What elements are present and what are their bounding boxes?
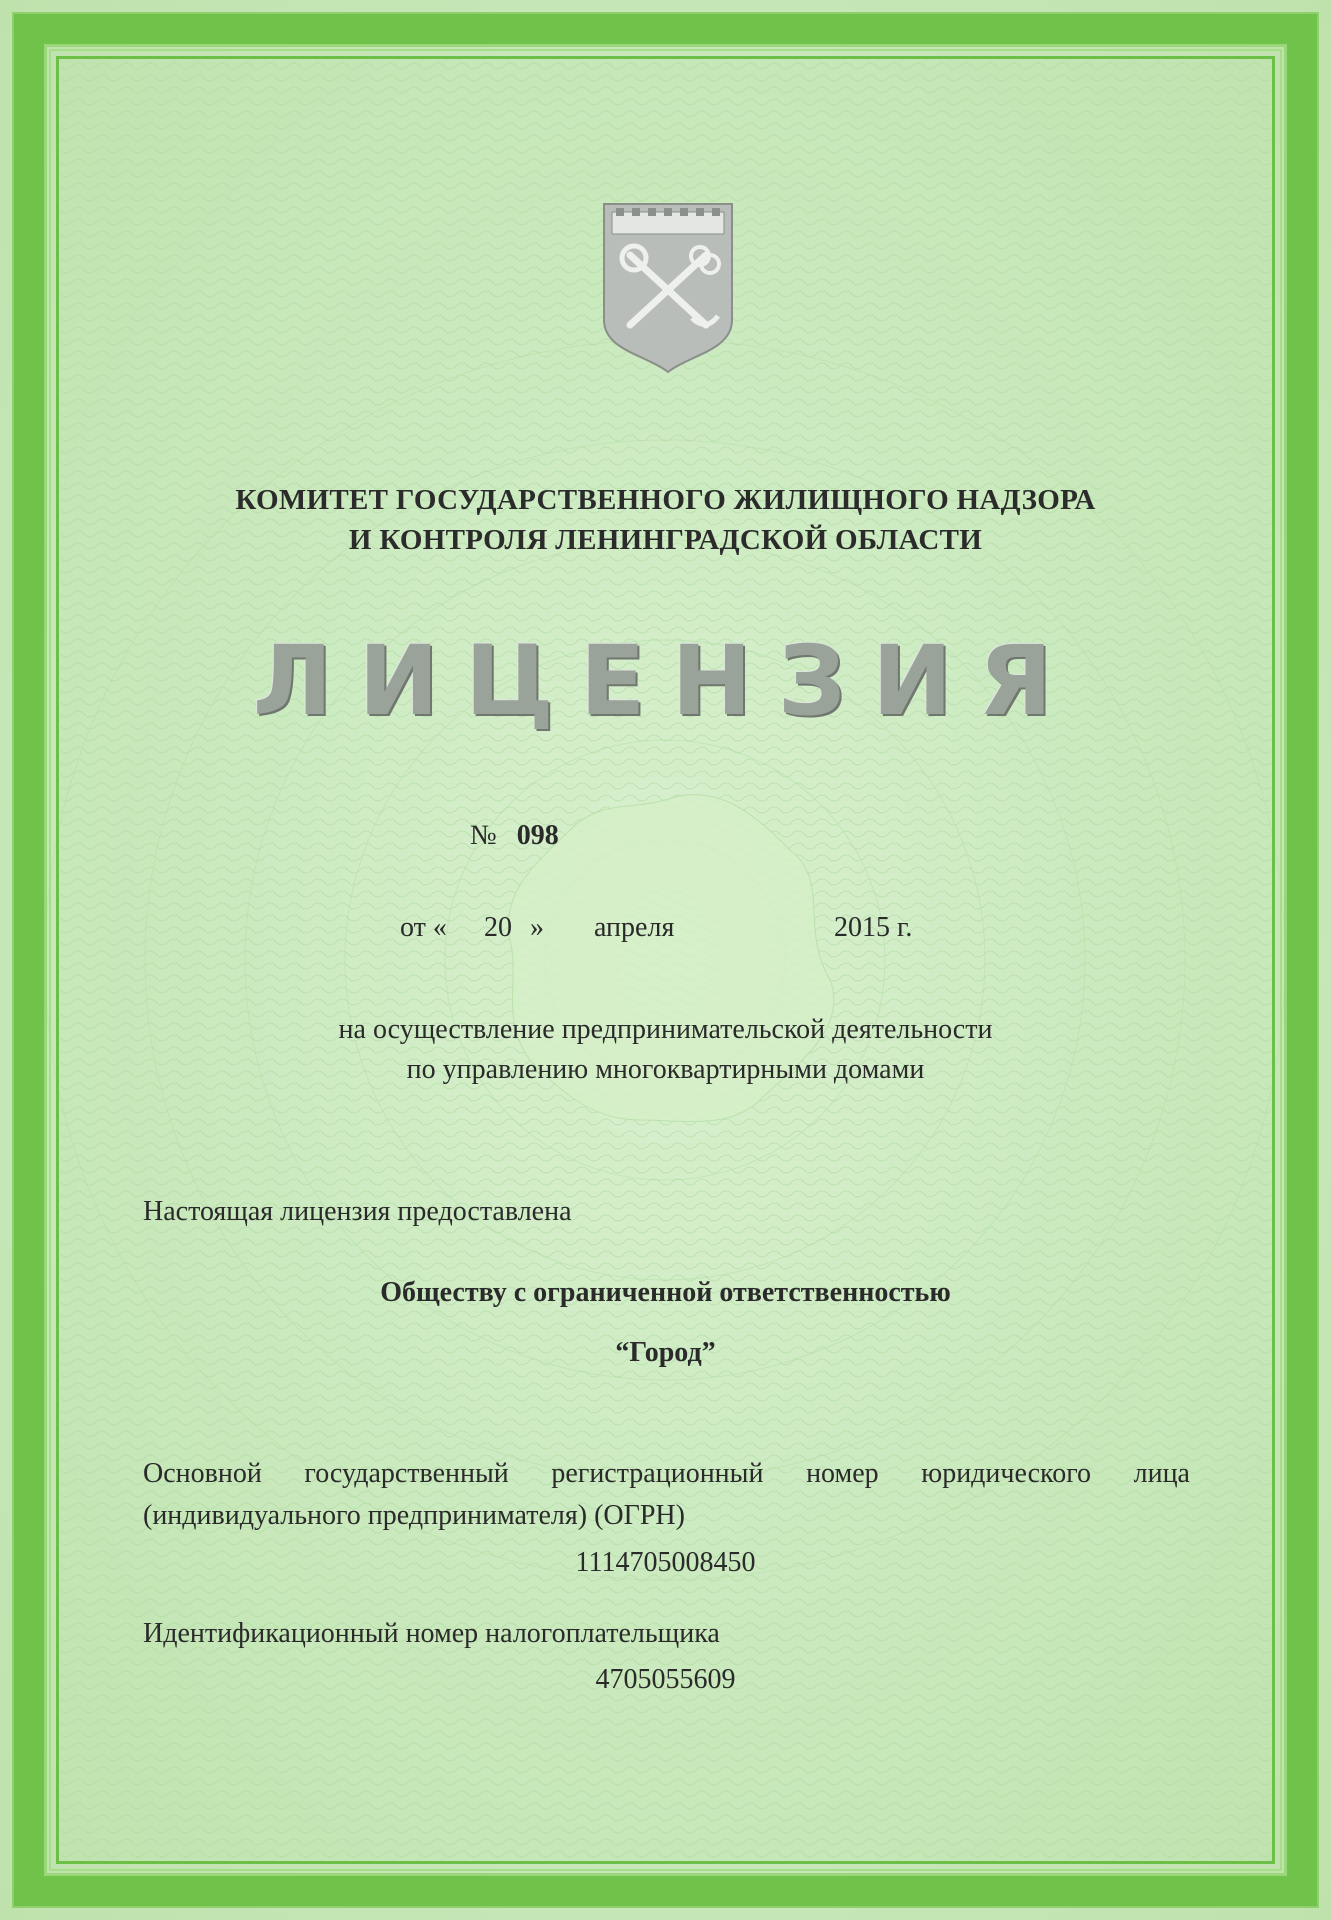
date-day: 20 [484, 912, 512, 943]
date-year: 2015 г. [834, 912, 913, 943]
date-prefix: от « [400, 912, 447, 943]
organization-line-1: Обществу с ограниченной ответственностью [380, 1277, 951, 1308]
organization-name [140, 1263, 1191, 1383]
date-day-close: » [530, 912, 544, 943]
leningrad-oblast-coat-of-arms-icon [600, 200, 736, 375]
purpose-line-1: на осуществление предпринимательской деятельности [338, 1014, 993, 1045]
number-value: 098 [516, 820, 559, 851]
ogrn-label: Основной государственный регистрационный номер юридического лица (индивидуального предпринимателя) (ОГРН) [143, 1458, 1190, 1531]
authority-line-2: И КОНТРОЛЯ ЛЕНИНГРАДСКОЙ ОБЛАСТИ [348, 524, 983, 556]
ogrn-value: 1114705008450 [575, 1547, 756, 1578]
number-sign: № [470, 820, 497, 851]
granted-label: Настоящая лицензия предоставлена [143, 1196, 572, 1227]
authority-line-1: КОМИТЕТ ГОСУДАРСТВЕННОГО ЖИЛИЩНОГО НАДЗОРА [235, 484, 1096, 516]
date-month: апреля [594, 912, 675, 943]
issuing-authority [140, 480, 1191, 560]
license-number [470, 820, 559, 852]
inn-label: Идентификационный номер налогоплательщика [143, 1618, 720, 1649]
organization-line-2: “Город” [615, 1337, 716, 1368]
document-title: ЛИЦЕНЗИЯ [252, 625, 1079, 737]
license-purpose [140, 1010, 1191, 1090]
inn-value: 4705055609 [595, 1664, 736, 1695]
purpose-line-2: по управлению многоквартирными домами [406, 1054, 925, 1085]
